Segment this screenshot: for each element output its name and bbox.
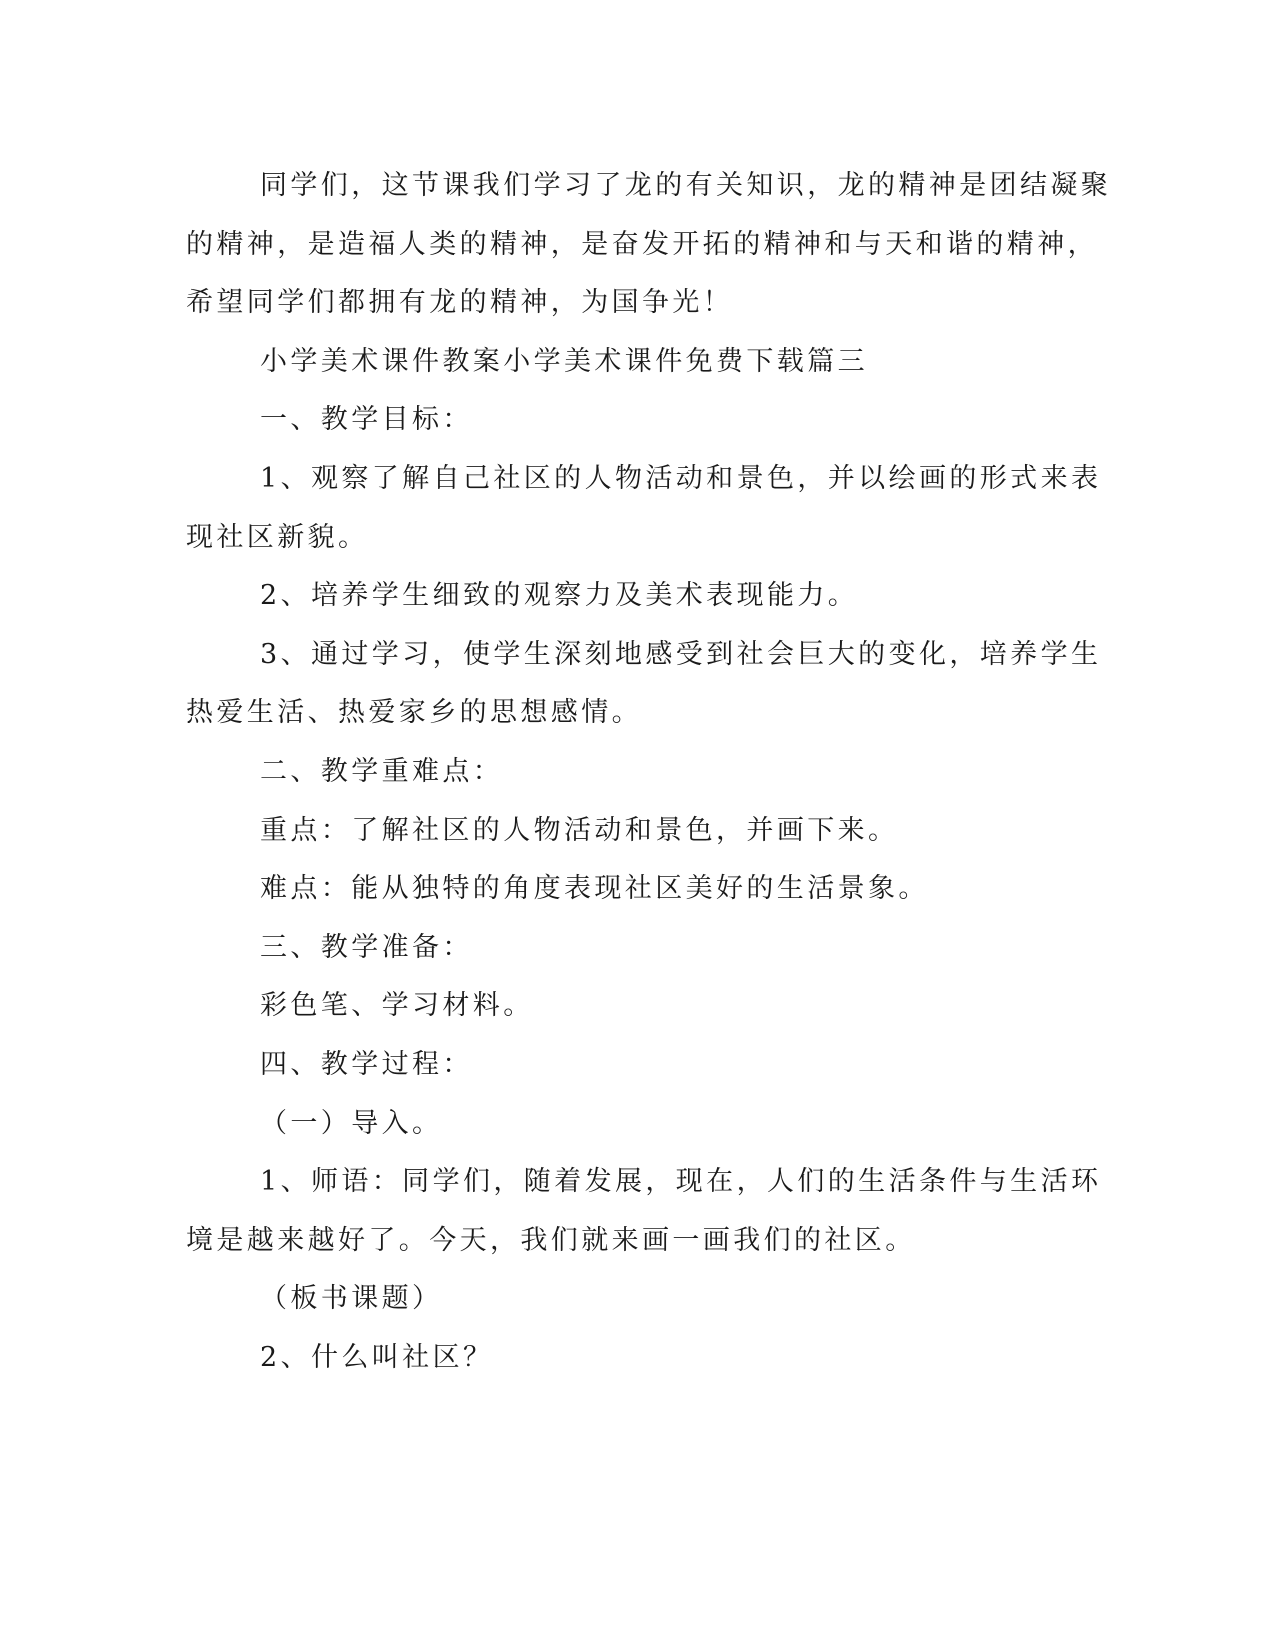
section-title: 小学美术课件教案小学美术课件免费下载篇三 <box>260 346 868 377</box>
heading: 二、教学重难点： <box>260 756 504 787</box>
heading: 一、教学目标： <box>260 404 473 435</box>
subheading: （一）导入。 <box>260 1108 443 1139</box>
paragraph-line: 2、培养学生细致的观察力及美术表现能力。 <box>260 580 859 611</box>
paragraph-line: 现社区新貌。 <box>186 522 369 553</box>
paragraph-line: 的精神，是造福人类的精神，是奋发开拓的精神和与天和谐的精神， <box>186 229 1098 260</box>
paragraph-line: 1、观察了解自己社区的人物活动和景色，并以绘画的形式来表 <box>260 463 1102 494</box>
paragraph-line: 彩色笔、学习材料。 <box>260 990 534 1021</box>
paragraph-line: 1、师语：同学们，随着发展，现在，人们的生活条件与生活环 <box>260 1166 1102 1197</box>
paragraph-line: 热爱生活、热爱家乡的思想感情。 <box>186 697 642 728</box>
heading: 四、教学过程： <box>260 1049 473 1080</box>
paragraph-line: 同学们，这节课我们学习了龙的有关知识，龙的精神是团结凝聚 <box>260 170 1112 201</box>
paragraph-line: 2、什么叫社区？ <box>260 1342 494 1373</box>
paragraph-line: 难点：能从独特的角度表现社区美好的生活景象。 <box>260 873 929 904</box>
heading: 三、教学准备： <box>260 932 473 963</box>
paragraph-line: 重点：了解社区的人物活动和景色，并画下来。 <box>260 815 899 846</box>
paragraph-line: 境是越来越好了。今天，我们就来画一画我们的社区。 <box>186 1225 916 1256</box>
paragraph-line: （板书课题） <box>260 1283 443 1314</box>
paragraph-line: 3、通过学习，使学生深刻地感受到社会巨大的变化，培养学生 <box>260 639 1102 670</box>
paragraph-line: 希望同学们都拥有龙的精神，为国争光！ <box>186 287 734 318</box>
